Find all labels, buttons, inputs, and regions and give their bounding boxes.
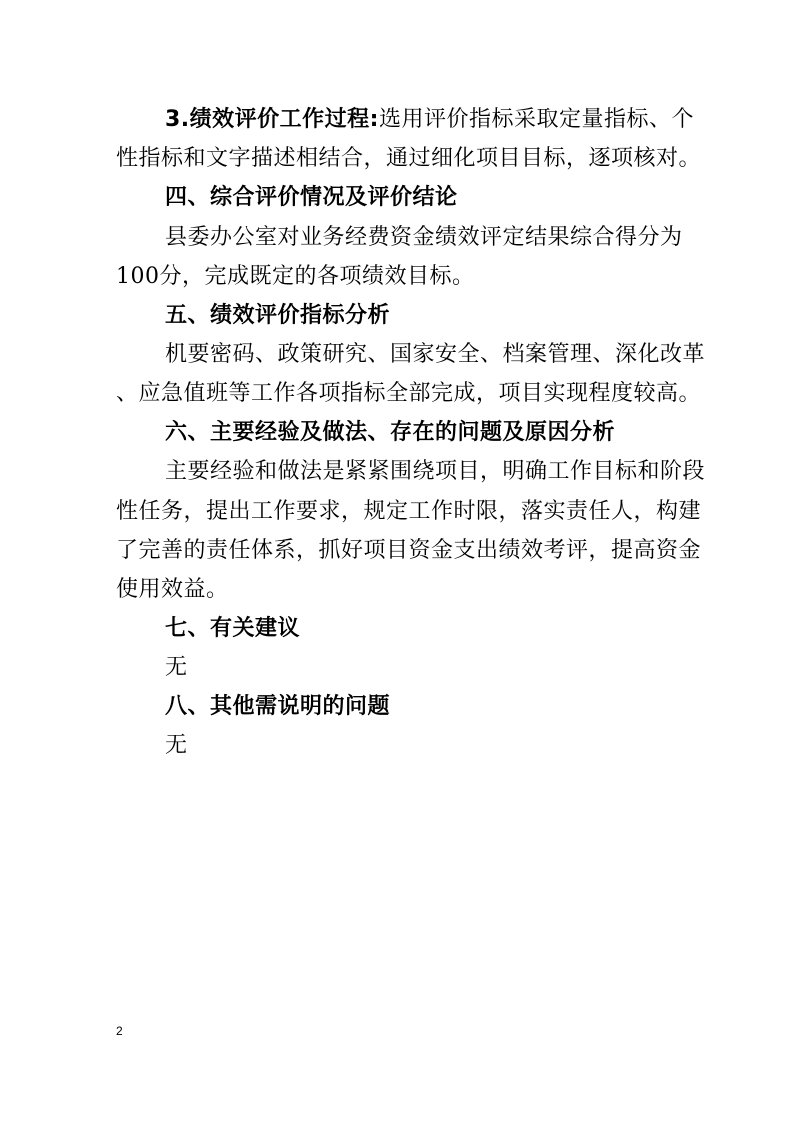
section5-heading: 五、绩效评价指标分析 xyxy=(165,303,391,328)
section3-line1-text: 选用评价指标采取定量指标、个 xyxy=(378,107,694,132)
section7-body: 无 xyxy=(165,655,188,680)
section6-line2: 性任务，提出工作要求，规定工作时限，落实责任人，构建 xyxy=(116,499,702,524)
section8-heading: 八、其他需说明的问题 xyxy=(165,694,391,719)
section4-line2: 100分，完成既定的各项绩效目标。 xyxy=(116,264,475,289)
section5-line2: 、应急值班等工作各项指标全部完成，项目实现程度较高。 xyxy=(116,381,702,406)
page-number: 2 xyxy=(116,1024,123,1038)
section7-heading: 七、有关建议 xyxy=(165,616,301,641)
section4-line1: 县委办公室对业务经费资金绩效评定结果综合得分为 xyxy=(165,225,683,250)
section6-line1: 主要经验和做法是紧紧围绕项目，明确工作目标和阶段 xyxy=(165,459,706,484)
section3-lead: 3.绩效评价工作过程: xyxy=(165,107,379,132)
section3-line2: 性指标和文字描述相结合，通过细化项目目标，逐项核对。 xyxy=(116,146,702,171)
section4-heading: 四、综合评价情况及评价结论 xyxy=(165,185,458,210)
section3-line1 xyxy=(165,105,694,135)
section6-line4: 使用效益。 xyxy=(116,577,229,602)
section5-line1: 机要密码、政策研究、国家安全、档案管理、深化改革 xyxy=(165,342,706,367)
section8-body: 无 xyxy=(165,733,188,758)
section6-line3: 了完善的责任体系，抓好项目资金支出绩效考评，提高资金 xyxy=(116,538,702,563)
section6-heading: 六、主要经验及做法、存在的问题及原因分析 xyxy=(165,420,616,445)
